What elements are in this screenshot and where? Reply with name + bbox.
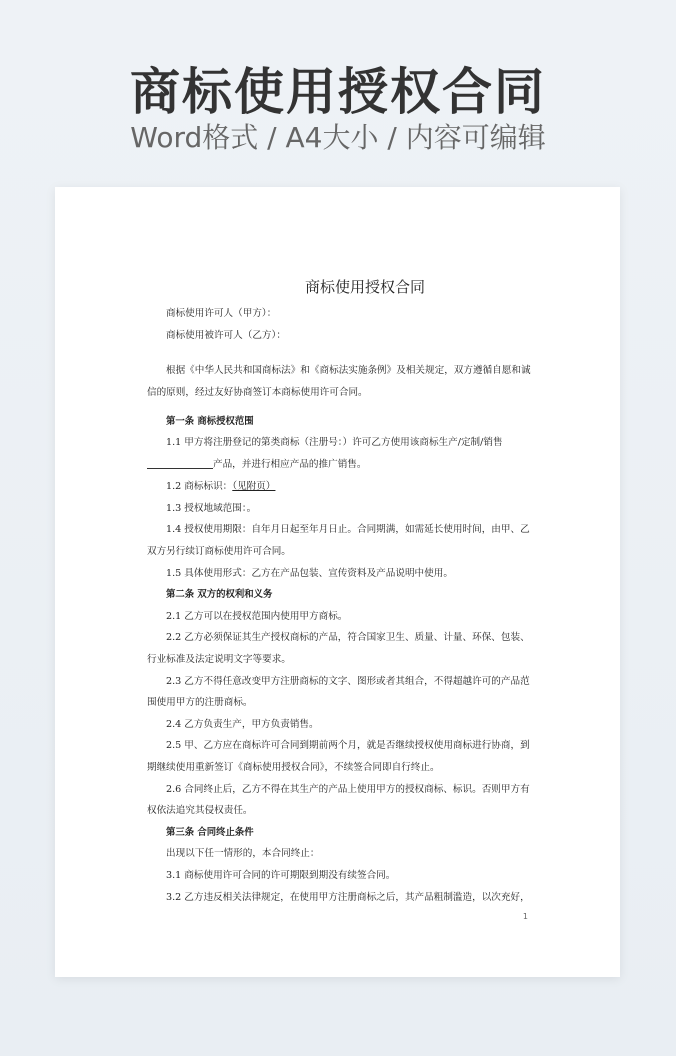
clause-1-1-line-1: 1.1 甲方将注册登记的第类商标（注册号：）许可乙方使用该商标生产/定制/销售 xyxy=(166,437,503,448)
banner-subtitle: Word格式 / A4大小 / 内容可编辑 xyxy=(130,121,546,154)
clause-1-2-attachment: （见附页） xyxy=(232,481,276,492)
clause-1-5: 1.5 具体使用形式：乙方在产品包装、宣传资料及产品说明中使用。 xyxy=(166,568,453,579)
clause-1-2 xyxy=(147,480,602,494)
clause-2-5-line-2: 期继续使用重新签订《商标使用授权合同》，不续签合同即自行终止。 xyxy=(147,762,440,773)
document-page xyxy=(55,187,620,977)
clause-1-1-line-2-text: 产品，并进行相应产品的推广销售。 xyxy=(213,459,367,470)
article-3-intro: 出现以下任一情形的，本合同终止： xyxy=(166,848,320,859)
clause-2-4: 2.4 乙方负责生产，甲方负责销售。 xyxy=(166,719,319,730)
clause-1-3: 1.3 授权地域范围：。 xyxy=(166,503,257,514)
clause-2-1: 2.1 乙方可以在授权范围内使用甲方商标。 xyxy=(166,611,348,622)
clause-3-2: 3.2 乙方违反相关法律规定，在使用甲方注册商标之后，其产品粗制滥造，以次充好， xyxy=(166,892,530,903)
clause-2-5-line-1: 2.5 甲、乙方应在商标许可合同到期前两个月，就是否继续授权使用商标进行协商，到 xyxy=(166,740,530,751)
clause-2-3-line-2: 围使用甲方的注册商标。 xyxy=(147,697,253,708)
clause-2-3-line-1: 2.3 乙方不得任意改变甲方注册商标的文字、图形或者其组合，不得超越许可的产品范 xyxy=(166,676,530,687)
intro-line-2: 信的原则，经过友好协商签订本商标使用许可合同。 xyxy=(147,387,368,398)
clause-1-2-label: 1.2 商标标识： xyxy=(166,481,233,492)
banner-title: 商标使用授权合同 xyxy=(130,63,546,121)
clause-1-4-line-1: 1.4 授权使用期限：自年月日起至年月日止。合同期满，如需延长使用时间，由甲、乙 xyxy=(166,524,530,535)
article-2-title: 第二条 双方的权利和义务 xyxy=(166,589,273,600)
clause-1-4-line-2: 双方另行续订商标使用许可合同。 xyxy=(147,546,291,557)
clause-3-1: 3.1 商标使用许可合同的许可期限到期没有续签合同。 xyxy=(166,870,396,881)
clause-2-2-line-1: 2.2 乙方必须保证其生产授权商标的产品，符合国家卫生、质量、计量、环保、包装、 xyxy=(166,632,530,643)
blank-underline xyxy=(147,458,213,469)
clause-2-6-line-2: 权依法追究其侵权责任。 xyxy=(147,805,253,816)
party-a-line: 商标使用许可人（甲方）： xyxy=(166,308,277,319)
article-1-title: 第一条 商标授权范围 xyxy=(166,416,254,427)
clause-2-6-line-1: 2.6 合同终止后，乙方不得在其生产的产品上使用甲方的授权商标、标识。否则甲方有 xyxy=(166,784,530,795)
party-b-line: 商标使用被许可人（乙方）： xyxy=(166,330,286,341)
document-title: 商标使用授权合同 xyxy=(304,278,425,296)
intro-line-1: 根据《中华人民共和国商标法》和《商标法实施条例》及相关规定，双方遵循自愿和诚 xyxy=(166,365,531,376)
page-number: 1 xyxy=(522,912,528,921)
clause-2-2-line-2: 行业标准及法定说明文字等要求。 xyxy=(147,654,291,665)
clause-1-1-line-2 xyxy=(147,458,583,472)
article-3-title: 第三条 合同终止条件 xyxy=(166,827,254,838)
